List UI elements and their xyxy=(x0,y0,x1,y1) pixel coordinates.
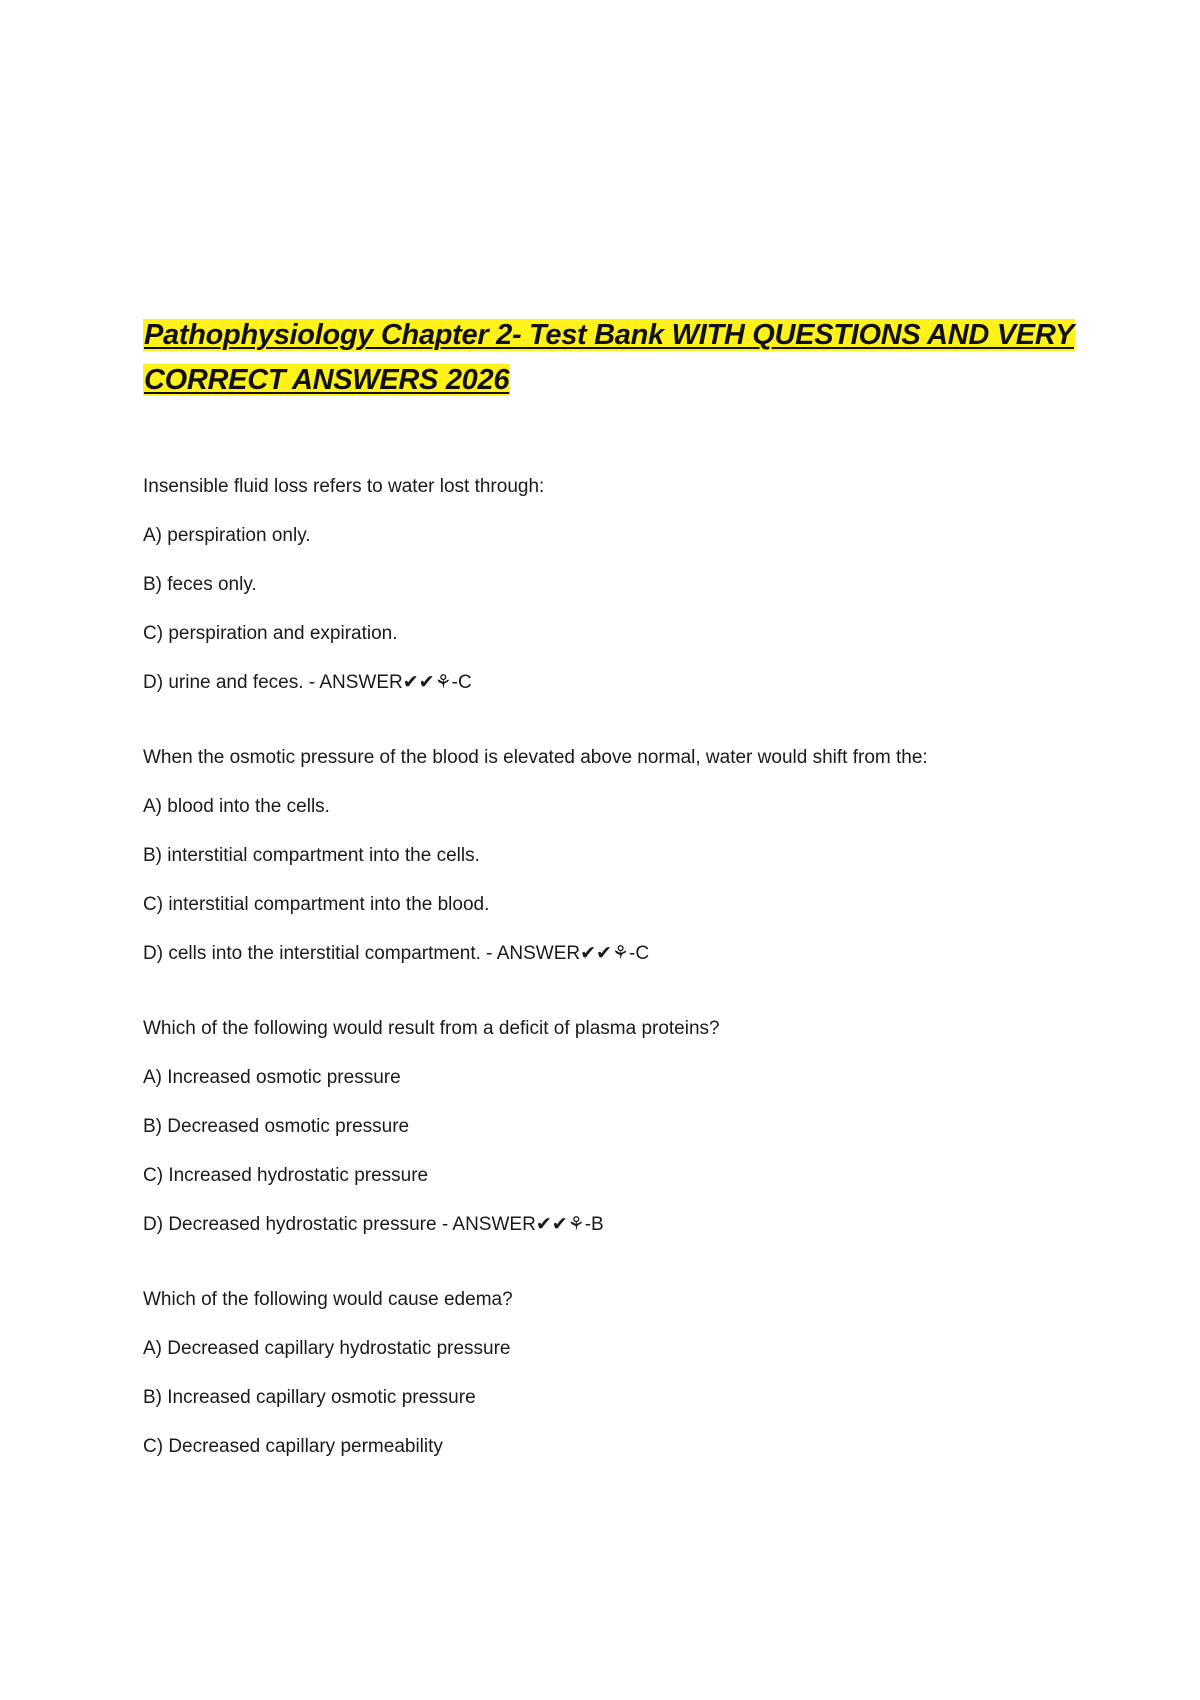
answer-prefix: - ANSWER xyxy=(303,672,403,693)
option-c: C) perspiration and expiration. xyxy=(143,623,398,644)
option-d-with-answer xyxy=(143,671,1103,695)
option-d-with-answer xyxy=(143,1213,1103,1237)
answer-checkmark-icon: ✔✔⚘ xyxy=(402,672,452,693)
question-stem: Which of the following would cause edema? xyxy=(143,1289,513,1310)
answer-value: -C xyxy=(629,943,650,964)
question-list xyxy=(143,475,1103,1459)
option-b: B) Increased capillary osmotic pressure xyxy=(143,1387,476,1408)
question-stem: When the osmotic pressure of the blood is elevated above normal, water would shift from the: xyxy=(143,747,928,768)
option-d: D) urine and feces. xyxy=(143,672,304,693)
option-c: C) interstitial compartment into the blood. xyxy=(143,894,490,915)
question-3 xyxy=(143,1017,1103,1237)
question-stem: Which of the following would result from a deficit of plasma proteins? xyxy=(143,1018,720,1039)
option-a: A) Decreased capillary hydrostatic pressure xyxy=(143,1338,511,1359)
question-4 xyxy=(143,1288,1103,1459)
answer-value: -B xyxy=(584,1214,604,1235)
option-c: C) Increased hydrostatic pressure xyxy=(143,1165,429,1186)
answer-prefix: - ANSWER xyxy=(436,1214,536,1235)
option-a: A) Increased osmotic pressure xyxy=(143,1067,401,1088)
question-stem: Insensible fluid loss refers to water lost through: xyxy=(143,476,545,497)
option-b: B) feces only. xyxy=(143,574,257,595)
option-b: B) Decreased osmotic pressure xyxy=(143,1116,410,1137)
option-c: C) Decreased capillary permeability xyxy=(143,1436,443,1457)
question-1 xyxy=(143,475,1103,695)
option-d: D) Decreased hydrostatic pressure xyxy=(143,1214,437,1235)
option-a: A) perspiration only. xyxy=(143,525,311,546)
option-b: B) interstitial compartment into the cells. xyxy=(143,845,480,866)
answer-checkmark-icon: ✔✔⚘ xyxy=(535,1214,585,1235)
answer-checkmark-icon: ✔✔⚘ xyxy=(580,943,630,964)
document-title xyxy=(143,313,1103,403)
option-d-with-answer xyxy=(143,942,1103,966)
answer-value: -C xyxy=(451,672,472,693)
answer-prefix: - ANSWER xyxy=(480,943,581,964)
title-highlight: Pathophysiology Chapter 2- Test Bank WITH QUESTIONS AND VERY CORRECT ANSWERS 2026 xyxy=(144,319,1074,396)
question-2 xyxy=(143,746,1103,966)
option-a: A) blood into the cells. xyxy=(143,796,330,817)
option-d: D) cells into the interstitial compartment. xyxy=(143,943,481,964)
document-page xyxy=(143,313,1103,1510)
